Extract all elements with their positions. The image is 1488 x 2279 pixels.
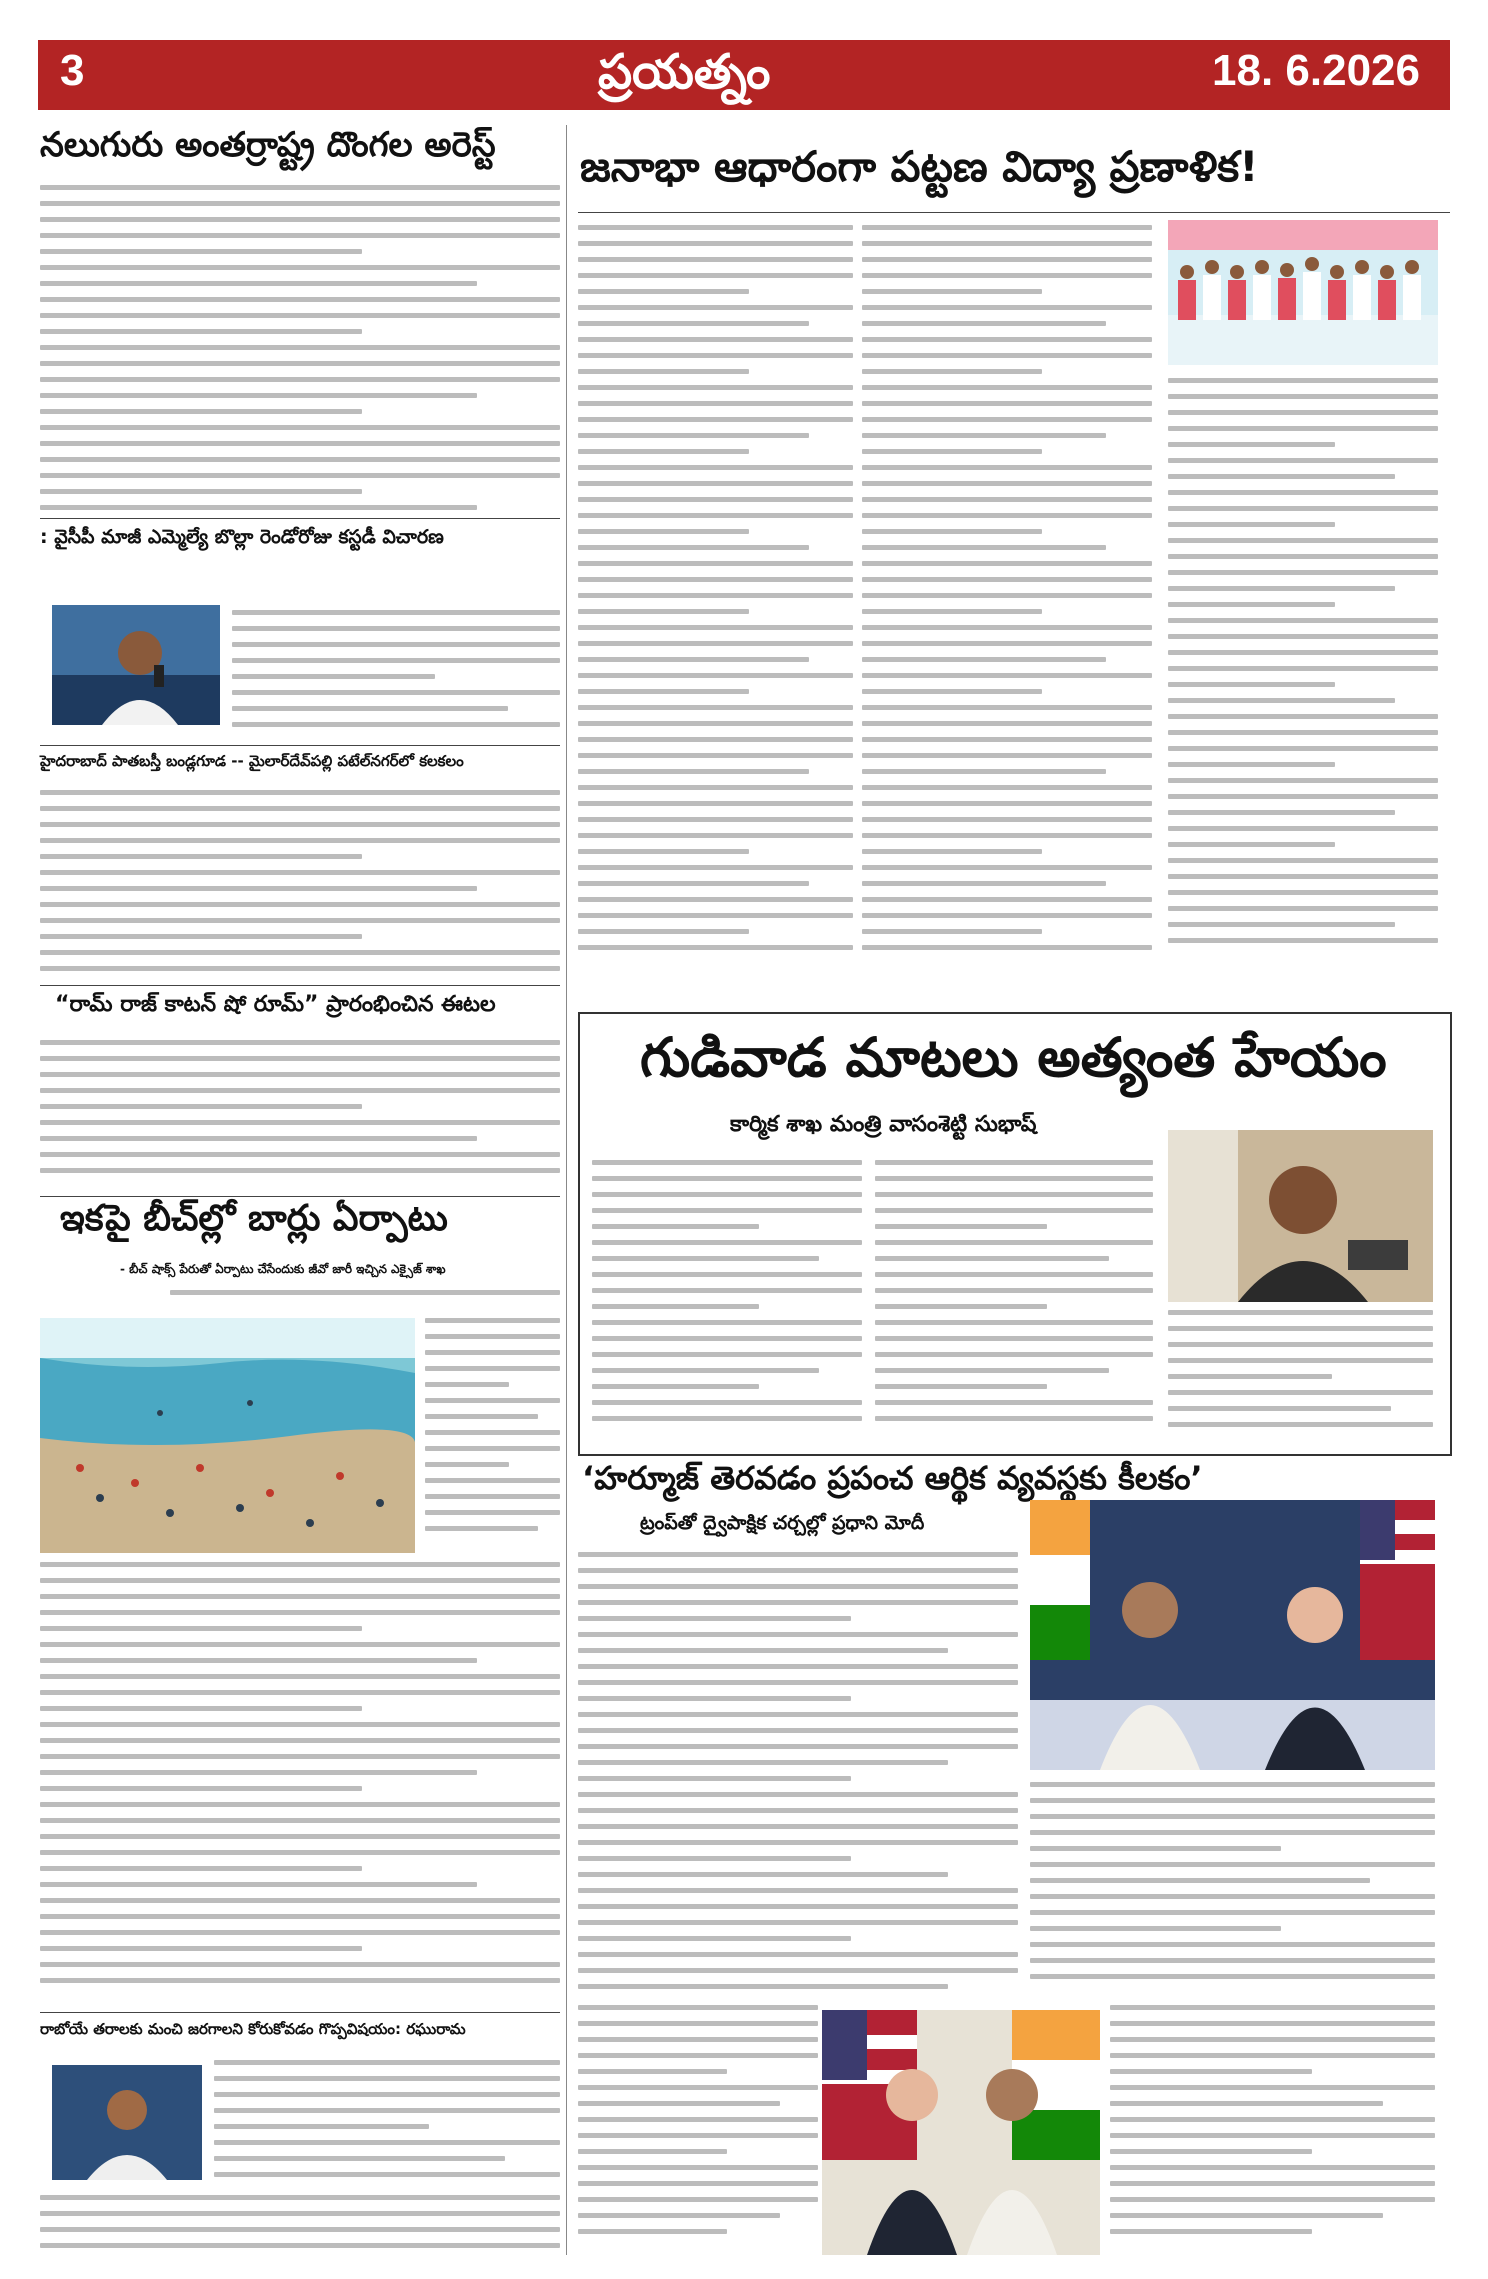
article-headline-beach-bars: ఇకపై బీచ్‌ల్లో బార్లు ఏర్పాటు <box>60 1198 448 1239</box>
photo-minister <box>1168 1130 1433 1302</box>
article-headline-raghurama: రాబోయే తరాలకు మంచి జరగాలని కోరుకోవడం గొప్పవిషయం: రఘురామ <box>40 2020 466 2038</box>
section-rule <box>40 985 560 986</box>
hormuz-body-col1 <box>578 1552 1018 2002</box>
article-body-beach <box>40 1562 560 2002</box>
article-headline-hyderabad: హైదరాబాద్ పాతబస్తీ బండ్లగూడ -- మైలార్‌దేవ్‌పల్లి పటేల్‌నగర్‌లో కలకలం <box>40 752 464 770</box>
lead-body-col2 <box>862 225 1152 965</box>
gudivada-body-col1 <box>592 1160 862 1440</box>
article-headline-arrest: నలుగురు అంతర్రాష్ట్ర దొంగల అరెస్ట్ <box>40 125 496 165</box>
issue-date: 18. 6.2026 <box>1212 46 1420 95</box>
page-number: 3 <box>60 46 85 95</box>
article-subhead-line <box>170 1290 560 1300</box>
article-body-custody <box>232 610 560 738</box>
hormuz-body-col1-cont <box>578 2005 818 2255</box>
paper-name: ప్రయత్నం <box>598 44 771 100</box>
hormuz-body-col2 <box>1030 1782 1435 2002</box>
lead-body-col1 <box>578 225 853 965</box>
article-body-arrest <box>40 185 560 515</box>
section-rule <box>40 745 560 746</box>
article-body-beach-side <box>425 1318 560 1553</box>
section-rule <box>578 212 1450 213</box>
article-headline-showroom: “రామ్ రాజ్ కాటన్ షో రూమ్” ప్రారంభించిన ఈటల <box>55 992 496 1017</box>
photo-handshake <box>822 2010 1100 2255</box>
gudivada-subhead: కార్మిక శాఖ మంత్రి వాసంశెట్టి సుభాష్ <box>730 1112 1037 1137</box>
article-body-raghurama <box>214 2060 560 2200</box>
photo-raghurama <box>52 2065 202 2180</box>
hormuz-body-col3 <box>1110 2005 1435 2255</box>
section-rule <box>40 518 560 519</box>
masthead <box>38 40 1450 110</box>
article-body-showroom <box>40 1040 560 1190</box>
gudivada-body-col3 <box>1168 1310 1433 1440</box>
hormuz-headline: ‘హర్మూజ్ తెరవడం ప్రపంచ ఆర్థిక వ్యవస్థకు కీలకం’ <box>582 1459 1203 1497</box>
photo-leader <box>52 605 220 725</box>
section-rule <box>40 1196 560 1197</box>
gudivada-body-col2 <box>875 1160 1153 1440</box>
column-divider <box>566 125 567 2255</box>
article-subhead-beach-bars: - బీచ్ షాక్స్ పేరుతో ఏర్పాటు చేసేందుకు జీవో జారీ ఇచ్చిన ఎక్సైజ్ శాఖ <box>120 1262 446 1276</box>
photo-g7-meeting <box>1030 1500 1435 1770</box>
article-headline-custody: : వైసీపీ మాజీ ఎమ్మెల్యే బొల్లా రెండోరోజు కస్టడీ విచారణ <box>40 526 444 548</box>
section-rule <box>40 2012 560 2013</box>
photo-education-event <box>1168 220 1438 365</box>
lead-body-col3 <box>1168 378 1438 968</box>
photo-beach <box>40 1318 415 1553</box>
gudivada-headline: గుడివాడ మాటలు అత్యంత హేయం <box>640 1026 1387 1089</box>
article-body-raghurama-cont <box>40 2195 560 2255</box>
lead-headline: జనాభా ఆధారంగా పట్టణ విద్యా ప్రణాళిక! <box>580 142 1259 191</box>
article-body-hyderabad <box>40 790 560 980</box>
hormuz-subhead: ట్రంప్‌తో ద్వైపాక్షిక చర్చల్లో ప్రధాని మోదీ <box>640 1512 925 1534</box>
